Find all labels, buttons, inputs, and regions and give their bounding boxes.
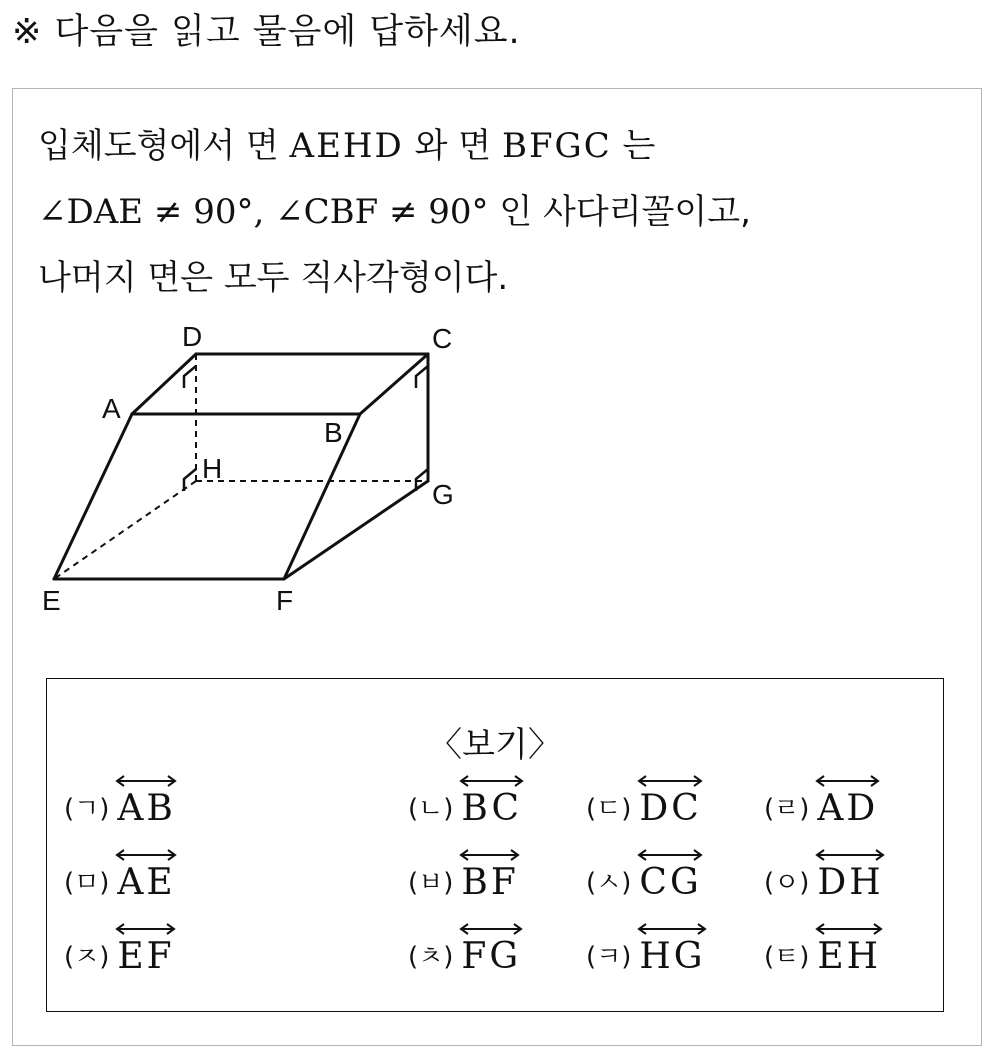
line-name: DC [639,788,702,829]
option-item [586,848,702,903]
vertex-label-C: C [432,323,453,354]
line-name: DH [817,862,884,903]
option-item [764,774,878,829]
double-arrow-icon [459,774,524,788]
line-symbol [461,848,518,903]
option-number: (ㅈ) [64,942,110,972]
line-symbol [817,922,881,977]
line-symbol [461,774,522,829]
face-name: BFGC [501,126,612,166]
line-symbol [117,848,175,903]
text: 와 면 [403,126,502,166]
option-item [408,922,521,977]
option-item [764,848,884,903]
double-arrow-icon [815,848,885,862]
option-number: (ㅋ) [586,942,632,972]
edge-BC [360,354,428,414]
right-angle-mark-D [184,366,196,388]
text: 입체도형에서 면 [38,126,290,166]
option-item [64,922,175,977]
edge-AD [132,354,196,414]
angle-condition: ∠DAE ≠ 90°, ∠CBF ≠ 90° [38,192,489,232]
text: 인 사다리꼴이고, [488,192,751,232]
line-name: AE [117,862,176,903]
double-arrow-icon [815,774,880,788]
option-item [764,922,881,977]
line-name: AB [117,788,176,829]
line-name: AD [817,788,879,829]
hidden-edge-HE [54,481,196,579]
option-item [408,774,522,829]
option-number: (ㅂ) [408,868,454,898]
vertex-label-D: D [182,321,203,352]
option-number: (ㅌ) [764,942,810,972]
line-symbol [639,922,705,977]
problem-line-2 [38,184,751,233]
line-name: EF [117,936,175,977]
double-arrow-icon [637,774,703,788]
double-arrow-icon [459,922,523,936]
vertex-label-G: G [432,479,454,510]
option-number: (ㅅ) [586,868,632,898]
double-arrow-icon [637,848,703,862]
line-symbol [461,922,521,977]
option-item [586,922,706,977]
vertex-label-A: A [102,393,121,424]
line-symbol [639,774,701,829]
options-title: 〈보기〉 [428,725,562,765]
double-arrow-icon [115,848,177,862]
line-symbol [117,922,174,977]
double-arrow-icon [459,848,520,862]
option-number: (ㅇ) [764,868,810,898]
line-name: EH [817,936,882,977]
double-arrow-icon [115,922,176,936]
line-symbol [817,774,878,829]
right-angle-mark-C [416,366,428,388]
double-arrow-icon [815,922,883,936]
line-name: BF [461,862,519,903]
double-arrow-icon [637,922,707,936]
line-name: BC [461,788,523,829]
instruction-header: ※ 다음을 읽고 물음에 답하세요. [12,12,521,52]
option-number: (ㄷ) [586,794,632,824]
line-name: FG [461,936,522,977]
option-item [64,774,176,829]
option-number: (ㄴ) [408,794,454,824]
vertex-label-H: H [202,453,223,484]
text: 는 [611,126,656,166]
face-name: AEHD [289,126,404,166]
vertex-label-B: B [324,417,343,448]
option-number: (ㄱ) [64,794,110,824]
option-number: (ㅁ) [64,868,110,898]
line-symbol [639,848,701,903]
option-item [408,848,519,903]
option-item [586,774,702,829]
line-symbol [817,848,883,903]
option-number: (ㄹ) [764,794,810,824]
line-symbol [117,774,175,829]
line-name: HG [639,936,706,977]
vertex-label-E: E [42,585,61,616]
edge-AE [54,414,132,579]
option-number: (ㅊ) [408,942,454,972]
vertex-label-F: F [276,585,294,616]
double-arrow-icon [115,774,177,788]
option-item [64,848,176,903]
problem-line-3: 나머지 면은 모두 직사각형이다. [38,258,509,298]
problem-line-1 [38,118,655,167]
solid-figure [34,318,474,618]
line-name: CG [639,862,702,903]
